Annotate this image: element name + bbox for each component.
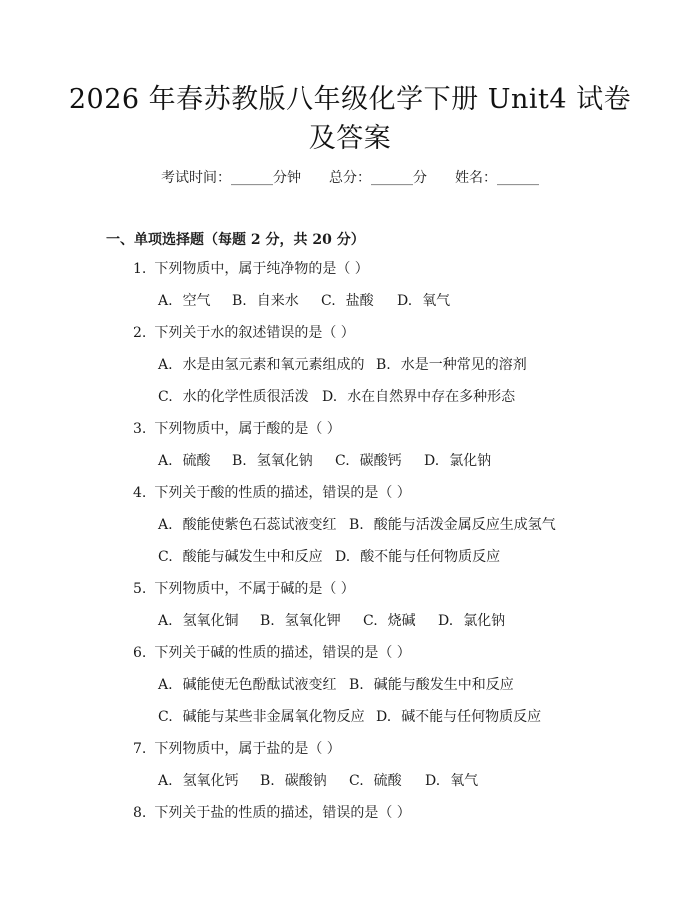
exam-title-line-2: 及答案 [308,123,392,154]
question-1 [133,262,369,276]
option-d: D. 碱不能与任何物质反应 [376,709,542,725]
question-text: 下列物质中，属于盐的是（ ） [154,741,341,757]
option-b: B. 水是一种常见的溶剂 [376,357,527,373]
option-c: C. 盐酸 [321,293,374,309]
question-3: 3. 下列物质中，属于酸的是（ ） [133,421,341,437]
option-d: D. 氧气 [397,293,451,309]
question-text: 下列关于盐的性质的描述，错误的是（ ） [154,805,411,821]
option-b: B. 氢氧化钾 [260,613,341,629]
option-b: B. 自来水 [232,293,299,309]
question-7: 7. 下列物质中，属于盐的是（ ） [133,741,341,757]
question-text: 下列物质中，属于纯净物的是（ ） [154,261,369,277]
question-6-options-row-1 [158,678,514,692]
question-text: 下列物质中，不属于碱的是（ ） [154,581,355,597]
option-a: A. 酸能使紫色石蕊试液变红 [158,517,337,533]
option-b: B. 碳酸钠 [260,773,327,789]
question-4-options-row-2 [158,550,500,564]
question-2-options-row-1 [158,358,527,372]
option-a: A. 硫酸 [158,453,211,469]
question-7-options [158,774,478,788]
section-heading-single-choice: 一、单项选择题（每题 2 分，共 20 分） [106,232,365,248]
question-1-options [158,294,450,308]
option-d: D. 氯化钠 [424,453,492,469]
question-number: 1. [133,261,147,277]
option-b: B. 碱能与酸发生中和反应 [349,677,514,693]
question-2-options-row-2 [158,390,515,404]
question-6: 6. 下列关于碱的性质的描述，错误的是（ ） [133,645,411,661]
option-d: D. 水在自然界中存在多种形态 [322,389,516,405]
option-c: C. 碱能与某些非金属氧化物反应 [158,709,365,725]
option-b: B. 氢氧化钠 [232,453,313,469]
question-text: 下列物质中，属于酸的是（ ） [154,421,341,437]
total-score-field: 总分：______分 [329,170,427,186]
option-a: A. 碱能使无色酚酞试液变红 [158,677,337,693]
option-a: A. 氢氧化钙 [158,773,239,789]
option-d: D. 酸不能与任何物质反应 [335,549,501,565]
question-6-options-row-2 [158,710,541,724]
question-4-options-row-1 [158,518,556,532]
option-d: D. 氧气 [425,773,479,789]
option-c: C. 水的化学性质很活泼 [158,389,309,405]
option-b: B. 酸能与活泼金属反应生成氢气 [349,517,556,533]
option-d: D. 氯化钠 [438,613,506,629]
option-c: C. 碳酸钙 [335,453,402,469]
option-c: C. 烧碱 [363,613,416,629]
option-c: C. 硫酸 [349,773,402,789]
student-name-field: 姓名：______ [455,170,539,186]
question-5-options [158,614,505,628]
exam-info-bar [0,171,700,185]
question-text: 下列关于水的叙述错误的是（ ） [154,325,355,341]
exam-title-line-1: 2026 年春苏教版八年级化学下册 Unit4 试卷 [68,84,632,115]
option-a: A. 氢氧化铜 [158,613,239,629]
question-text: 下列关于酸的性质的描述，错误的是（ ） [154,485,411,501]
question-5: 5. 下列物质中，不属于碱的是（ ） [133,581,355,597]
exam-time-field: 考试时间：______分钟 [161,170,301,186]
option-a: A. 空气 [158,293,211,309]
question-text: 下列关于碱的性质的描述，错误的是（ ） [154,645,411,661]
option-c: C. 酸能与碱发生中和反应 [158,549,323,565]
question-4: 4. 下列关于酸的性质的描述，错误的是（ ） [133,485,411,501]
question-2: 2. 下列关于水的叙述错误的是（ ） [133,325,355,341]
question-8: 8. 下列关于盐的性质的描述，错误的是（ ） [133,805,411,821]
option-a: A. 水是由氢元素和氧元素组成的 [158,357,365,373]
question-3-options [158,454,491,468]
